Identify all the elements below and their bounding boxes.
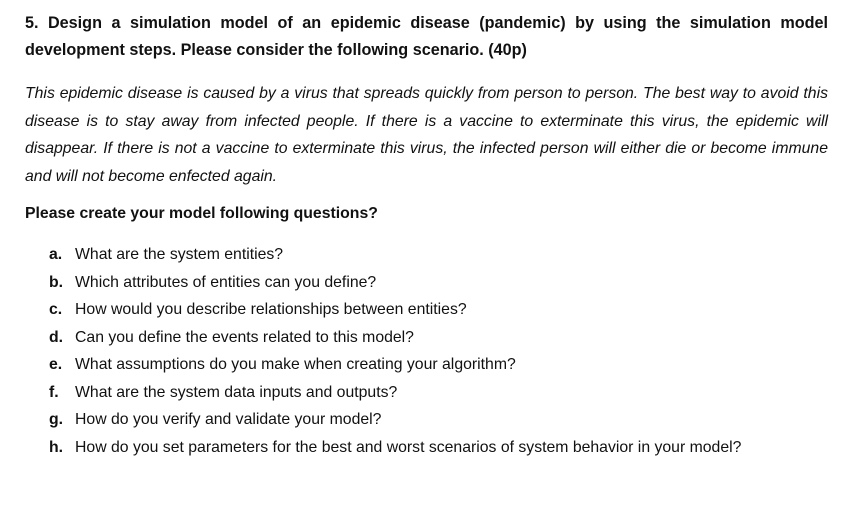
question-letter: a. [49,246,63,263]
question-letter: e. [49,356,63,373]
scenario-paragraph: This epidemic disease is caused by a virus that spreads quickly from person to person. The best way to avoid this disease is to stay away from infected people. If there is a vaccine to exterminate this virus, the epidemic will disappear. If there is not a vaccine to exterminate this virus, the infected person will either die or become immune and will not become enfected again. [25,85,828,185]
question-letter: f. [49,383,59,401]
question-letter: c. [49,301,63,318]
question-text: What are the system data inputs and outputs? [75,383,398,401]
question-text: How would you describe relationships between entities? [75,301,467,318]
question-item-h [25,434,828,462]
question-letter: b. [49,273,64,291]
question-text: Can you define the events related to this model? [75,328,414,346]
question-heading: 5. Design a simulation model of an epidemic disease (pandemic) by using the simulation model development steps. Please consider the following scenario. (40p) [25,14,828,59]
question-item-a [25,241,828,269]
question-letter: g. [49,411,64,428]
question-list [25,241,828,461]
question-text: How do you set parameters for the best and worst scenarios of system behavior in your model? [75,438,742,456]
question-item-c [25,296,828,324]
document-page [25,10,828,461]
question-text: What assumptions do you make when creating your algorithm? [75,356,516,373]
question-item-f [25,379,828,407]
question-item-b [25,269,828,297]
question-text: How do you verify and validate your model? [75,411,382,428]
question-text: What are the system entities? [75,246,284,263]
question-item-g [25,406,828,434]
questions-prompt: Please create your model following questions? [25,205,378,222]
question-text: Which attributes of entities can you define? [75,273,377,291]
question-item-d [25,324,828,352]
question-letter: h. [49,438,64,456]
question-letter: d. [49,328,64,346]
question-item-e [25,351,828,379]
